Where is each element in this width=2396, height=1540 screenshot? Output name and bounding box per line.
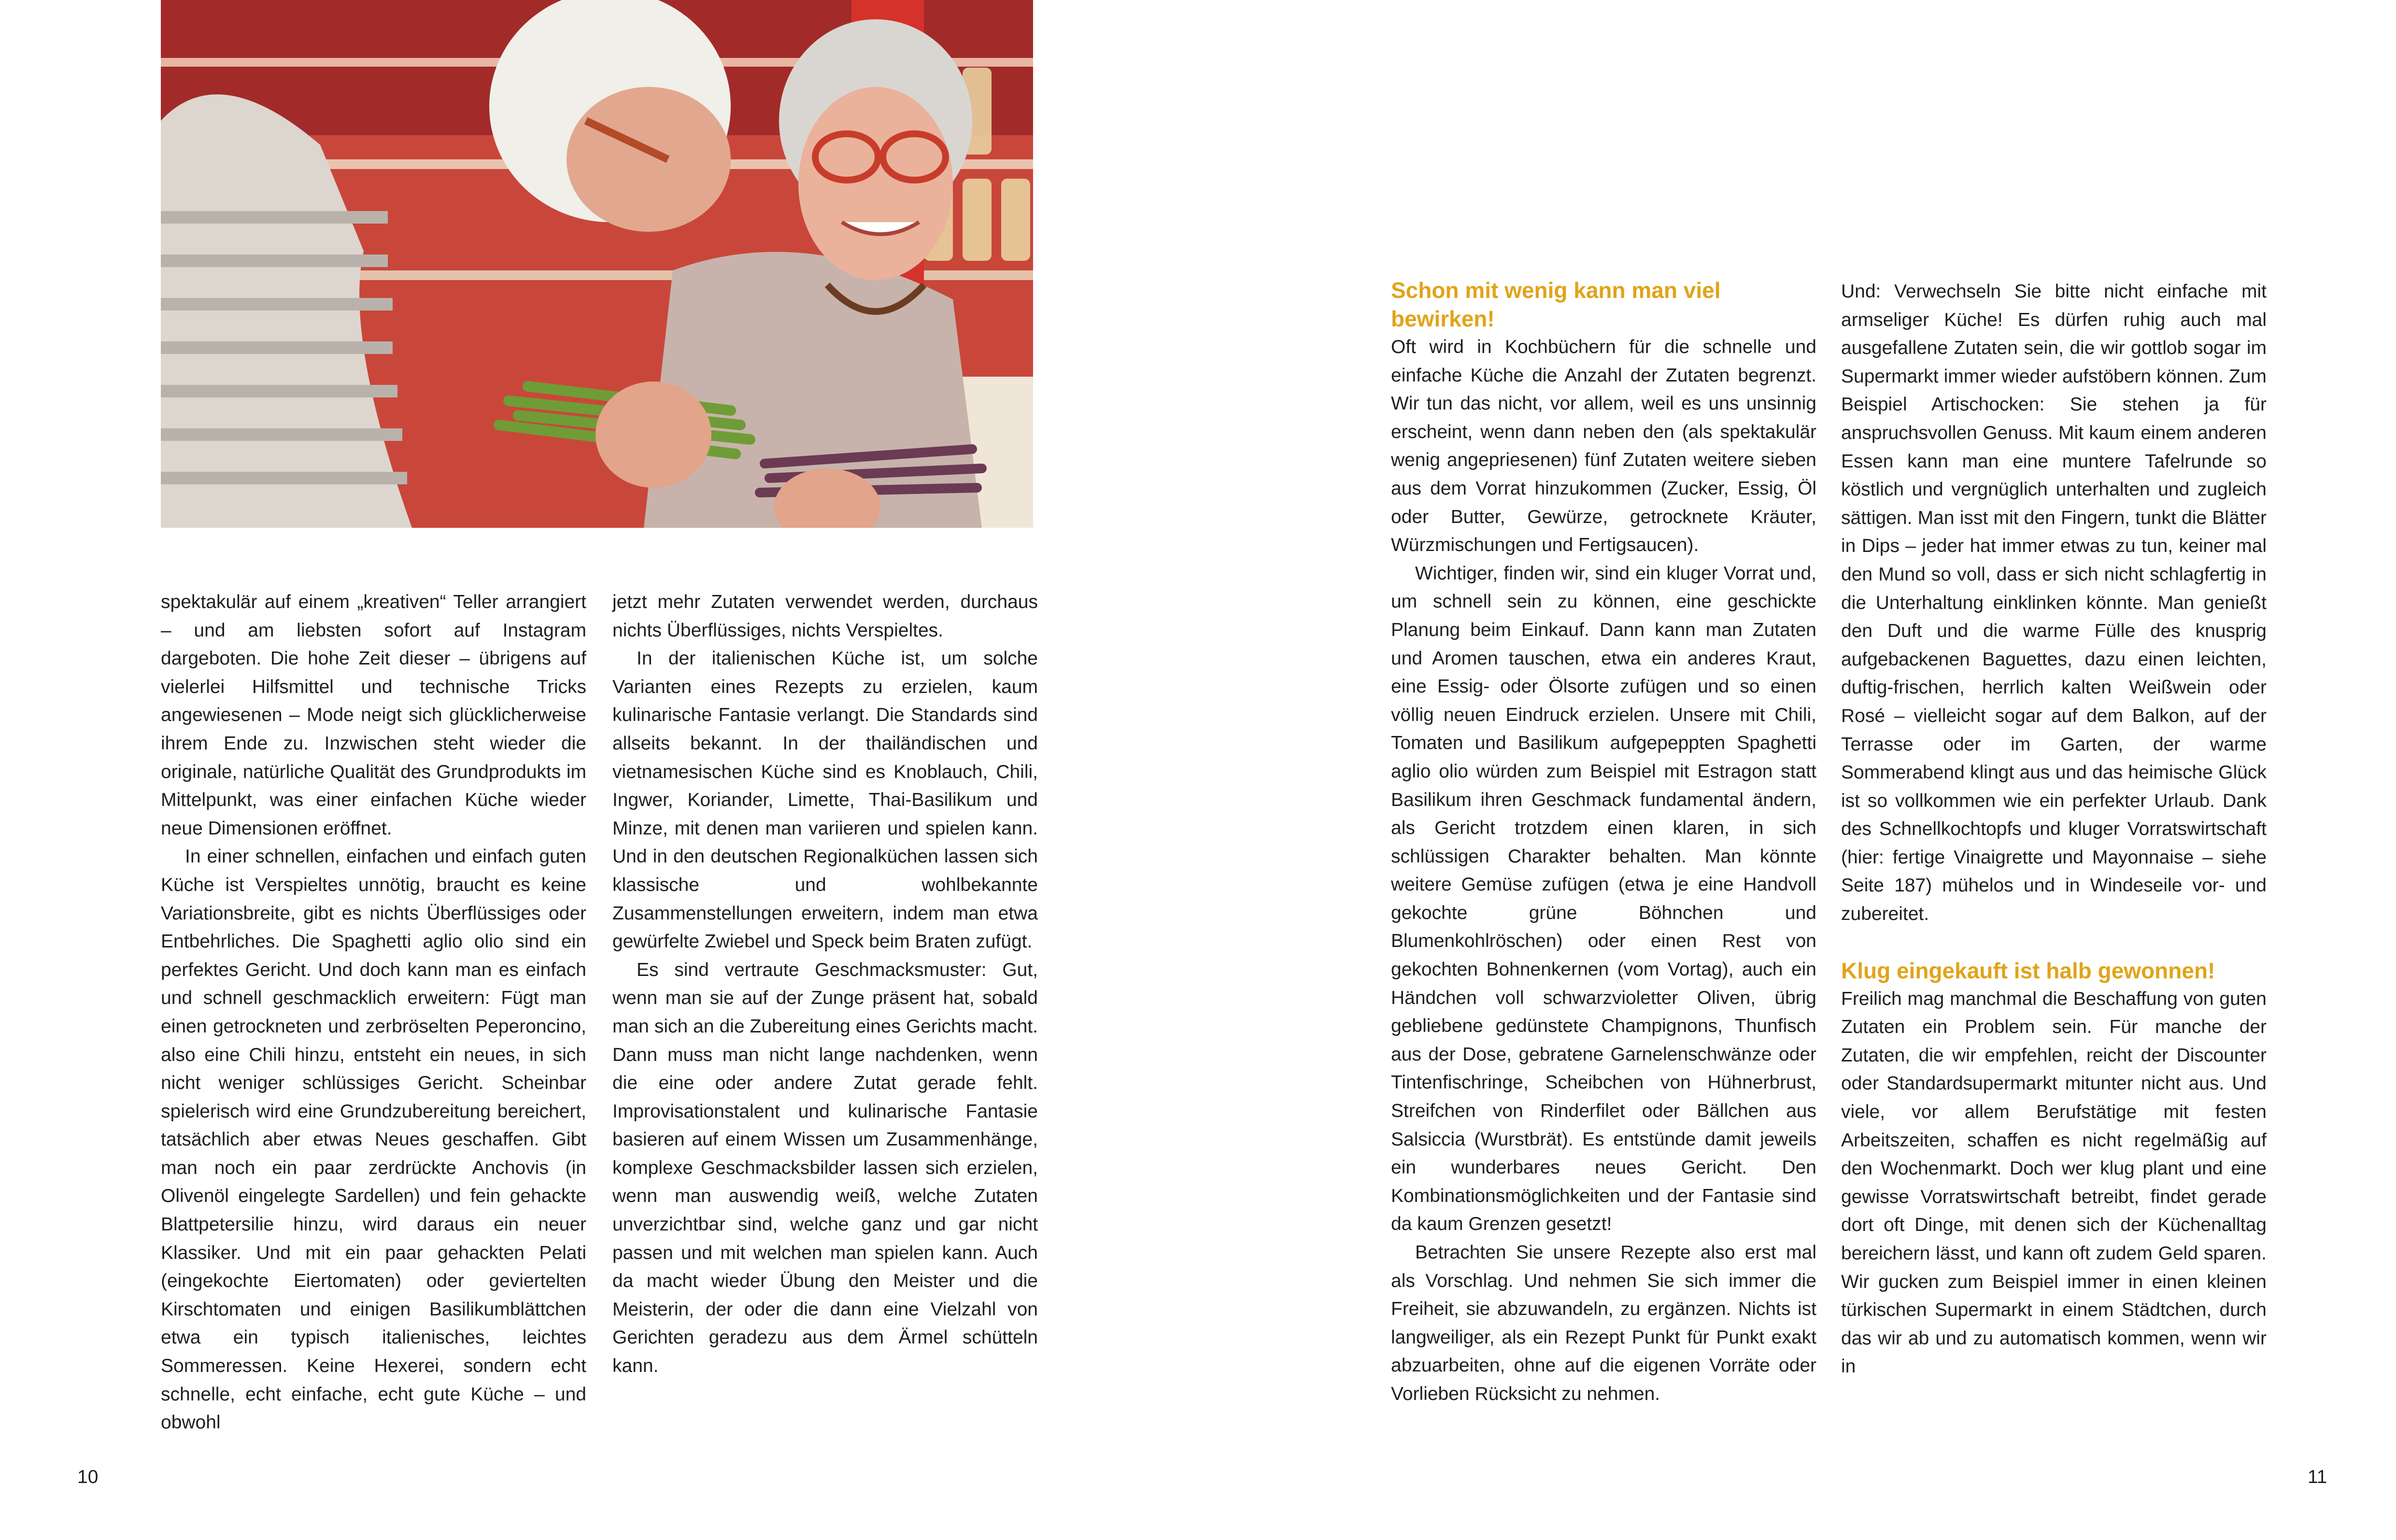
page-number-right: 11 xyxy=(2308,1467,2327,1487)
photo-couple-asparagus xyxy=(161,0,1033,528)
paragraph: In der italienischen Küche ist, um solche Varianten eines Rezepts zu erzielen, kaum kulinarische Fantasie verlangt. Die Standards sind allseits bekannt. In der thailändischen und vietnamesischen Küche sind es Knoblauch, Chili, Ingwer, Koriander, Limette, Thai-Basilikum und Minze, mit denen man variieren und spielen kann. Und in den deutschen Regionalküchen lassen sich klassische und wohlbekannte Zusammenstellungen erweitern, indem man etwa gewürfelte Zwiebel und Speck beim Braten zufügt. xyxy=(612,648,1038,952)
section-heading: Schon mit wenig kann man viel bewirken! xyxy=(1391,278,1721,331)
page-number-left: 10 xyxy=(77,1467,99,1487)
text-column-1 xyxy=(161,588,586,1437)
section-heading: Klug eingekauft ist halb gewonnen! xyxy=(1841,958,2215,983)
text-column-2 xyxy=(612,588,1038,1381)
photo-illustration xyxy=(161,0,1033,528)
paragraph: In einer schnellen, einfachen und einfach guten Küche ist Verspieltes unnötig, braucht es keine Variationsbreite, gibt es nichts Überflüssiges oder Entbehrliches. Die Spaghetti aglio olio sind ein perfektes Gericht. Und doch kann man es einfach und schnell geschmacklich erweitern: Fügt man einen getrockneten und zerbröselten Peperoncino, also eine Chili hinzu, entsteht ein neues, in sich nicht weniger schlüssiges Gericht. Scheinbar spielerisch wird eine Grundzubereitung bereichert, tatsächlich aber etwas Neues geschaffen. Gibt man noch ein paar zerdrückte Anchovis (in Olivenöl eingelegte Sardellen) und fein gehackte Blattpetersilie hinzu, wird daraus ein neuer Klassiker. Und mit ein paar gehackten Pelati (eingekochte Eiertomaten) oder geviertelten Kirschtomaten und einigen Basilikumblättchen etwa ein typisch italienisches, leichtes Sommeressen. Keine Hexerei, sondern echt schnelle, echt einfache, echt gute Küche – und obwohl xyxy=(161,846,586,1433)
paragraph: Und: Verwechseln Sie bitte nicht einfache mit armseliger Küche! Es dürfen ruhig auch mal ausgefallene Zutaten sein, die wir gottlob sogar im Supermarkt immer wieder aufstöbern können. Zum Beispiel Artischocken: Sie stehen ja für anspruchsvollen Genuss. Mit kaum einem anderen Essen kann man eine muntere Tafelrunde so köstlich und vergnüglich unterhalten und zugleich sättigen. Man isst mit den Fingern, tunkt die Blätter in Dips – jeder hat immer etwas zu tun, keiner mal den Mund so voll, dass er sich nicht schlagfertig in die Unterhaltung einklinken könnte. Man genießt den Duft und die warme Fülle des knusprig aufgebackenen Baguettes, dazu einen leichten, duftig-frischen, herrlich kalten Weißwein oder Rosé – vielleicht sogar auf dem Balkon, auf der Terrasse oder im Garten, der warme Sommerabend klingt aus und das heimische Glück ist so vollkommen wie ein perfekter Urlaub. Dank des Schnellkochtopfs und kluger Vorratswirtschaft (hier: fertige Vinaigrette und Mayonnaise – siehe Seite 187) mühelos und in Windeseile vor- und zubereitet. xyxy=(1841,281,2267,925)
text-column-3 xyxy=(1391,276,1816,1409)
paragraph: spektakulär auf einem „kreativen“ Teller arrangiert – und am liebsten sofort auf Instagram dargeboten. Die hohe Zeit dieser – übrigens auf vielerlei Hilfsmittel und technische Tricks angewiesenen – Mode neigt sich glücklicherweise ihrem Ende zu. Inzwischen steht wieder die originale, natürliche Qualität des Grundprodukts im Mittelpunkt, was einer einfachen Küche wieder neue Dimensionen eröffnet. xyxy=(161,592,586,839)
paragraph: Oft wird in Kochbüchern für die schnelle und einfache Küche die Anzahl der Zutaten begrenzt. Wir tun das nicht, vor allem, weil es uns unsinnig erscheint, wenn dann neben den (als spektakulär wenig angepriesenen) fünf Zutaten weitere sieben aus dem Vorrat hinzukommen (Zucker, Essig, Öl oder Butter, Gewürze, getrocknete Kräuter, Würzmischungen und Fertigsaucen). xyxy=(1391,337,1816,556)
paragraph: Wichtiger, finden wir, sind ein kluger Vorrat und, um schnell sein zu können, eine geschickte Planung beim Einkauf. Dann kann man Zutaten und Aromen tauschen, etwa ein anderes Kraut, eine Essig- oder Ölsorte zufügen und so einen völlig neuen Eindruck erzielen. Unsere mit Chili, Tomaten und Basilikum aufgepeppten Spaghetti aglio olio würden zum Beispiel mit Estragon statt Basilikum ihren Geschmack fundamental ändern, als Gericht trotzdem einen klaren, in sich schlüssigen Charakter behalten. Man könnte weitere Gemüse zufügen (etwa je eine Handvoll gekochte grüne Böhnchen und Blumenkohlröschen) oder einen Rest von gekochten Bohnenkernen (vom Vortag), auch ein Händchen voll schwarzvioletter Oliven, übrig gebliebene gedünstete Champignons, Thunfisch aus der Dose, gebratene Garnelenschwänze oder Tintenfischringe, Scheibchen von Hühnerbrust, Streifchen von Rinderfilet oder Bällchen aus Salsiccia (Wurstbrät). Es entstünde damit jeweils ein wunderbares neues Gericht. Den Kombinationsmöglichkeiten und der Fantasie sind da kaum Grenzen gesetzt! xyxy=(1391,563,1816,1235)
text-column-4 xyxy=(1841,278,2267,1381)
paragraph: Es sind vertraute Geschmacksmuster: Gut, wenn man sie auf der Zunge präsent hat, sobald man sich an die Zubereitung eines Gerichts macht. Dann muss man nicht lange nachdenken, wenn die eine oder andere Zutat gerade fehlt. Improvisationstalent und kulinarische Fantasie basieren auf einem Wissen um Zusammenhänge, komplexe Geschmacksbilder lassen sich erzielen, wenn man auswendig weiß, welche Zutaten unverzichtbar sind, welche ganz und gar nicht passen und mit welchen man spielen kann. Auch da macht wieder Übung den Meister und die Meisterin, der oder die dann eine Vielzahl von Gerichten geradezu aus dem Ärmel schütteln kann. xyxy=(612,959,1038,1377)
paragraph: Freilich mag manchmal die Beschaffung von guten Zutaten ein Problem sein. Für manche der Zutaten, die wir empfehlen, reicht der Discounter oder Standardsupermarkt mitunter nicht aus. Und viele, vor allem Berufstätige mit festen Arbeitszeiten, schaffen es nicht regelmäßig auf den Wochenmarkt. Doch wer klug plant und eine gewisse Vorratswirtschaft betreibt, findet gerade dort oft Dinge, mit denen sich der Küchenalltag bereichern lässt, und kann oft zudem Geld sparen. Wir gucken zum Beispiel immer in einen kleinen türkischen Supermarkt in einem Städtchen, durch das wir ab und zu automatisch kommen, wenn wir in xyxy=(1841,988,2267,1377)
paragraph: Betrachten Sie unsere Rezepte also erst mal als Vorschlag. Und nehmen Sie sich immer die Freiheit, sie abzuwandeln, zu ergänzen. Nichts ist langweiliger, als ein Rezept Punkt für Punkt exakt abzuarbeiten, ohne auf die eigenen Vorräte oder Vorlieben Rücksicht zu nehmen. xyxy=(1391,1242,1816,1404)
paragraph: jetzt mehr Zutaten verwendet werden, durchaus nichts Überflüssiges, nichts Verspieltes. xyxy=(612,592,1038,641)
